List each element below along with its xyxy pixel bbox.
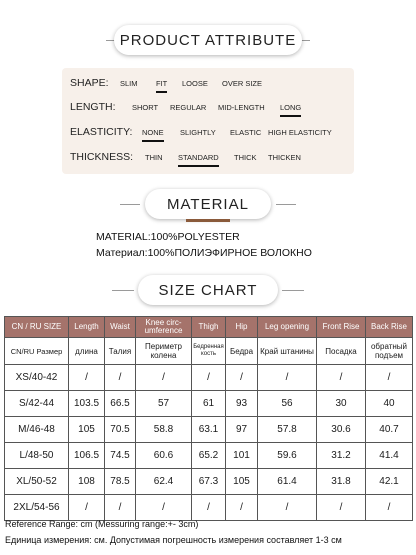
material-header: [0, 189, 416, 219]
material-line-en: MATERIAL:100%POLYESTER: [96, 231, 240, 243]
table-header-ru-cell: Периметр колена: [136, 338, 192, 365]
size-table: [4, 316, 413, 521]
table-header-ru-cell: Бедренная кость: [192, 338, 226, 365]
table-header-ru-cell: Посадка: [317, 338, 366, 365]
measurement-cell: /: [136, 365, 192, 391]
measurement-cell: 93: [226, 391, 258, 417]
measurement-cell: 103.5: [69, 391, 105, 417]
attr-row-shape: [70, 73, 350, 93]
table-header-ru-cell: длина: [69, 338, 105, 365]
attr-option: LOOSE: [182, 78, 208, 88]
table-header-cell: Length: [69, 317, 105, 338]
table-header-ru-cell: Край штанины: [258, 338, 317, 365]
size-cell: XS/40-42: [5, 365, 69, 391]
size-chart-title: SIZE CHART: [158, 281, 258, 299]
measurement-cell: 60.6: [136, 443, 192, 469]
measurement-cell: /: [192, 495, 226, 521]
table-row: [5, 365, 413, 391]
measurement-cell: /: [317, 495, 366, 521]
attr-option: SLIGHTLY: [180, 127, 216, 137]
attr-option: ELASTIC: [230, 127, 262, 137]
measurement-cell: /: [136, 495, 192, 521]
measurement-cell: /: [317, 365, 366, 391]
measurement-cell: 67.3: [192, 469, 226, 495]
measurement-cell: /: [366, 365, 413, 391]
attr-option: OVER SIZE: [222, 78, 263, 88]
attr-option: THICKEN: [268, 152, 301, 162]
section-title: [145, 189, 271, 219]
table-header-ru-cell: обратный подъем: [366, 338, 413, 365]
divider: [112, 290, 134, 291]
table-row: [5, 417, 413, 443]
measurement-cell: /: [69, 365, 105, 391]
measurement-cell: 78.5: [105, 469, 136, 495]
attr-option: THICK: [234, 152, 257, 162]
measurement-cell: 56: [258, 391, 317, 417]
measurement-cell: 70.5: [105, 417, 136, 443]
measurement-cell: 106.5: [69, 443, 105, 469]
measurement-cell: 40: [366, 391, 413, 417]
table-header-cell: Leg opening: [258, 317, 317, 338]
measurement-cell: 61: [192, 391, 226, 417]
measurement-cell: 105: [226, 469, 258, 495]
table-header-cell: Back Rise: [366, 317, 413, 338]
table-row: [5, 495, 413, 521]
measurement-cell: /: [366, 495, 413, 521]
table-row: [5, 391, 413, 417]
attr-option: MID-LENGTH: [218, 102, 265, 112]
size-table-body: [5, 365, 413, 521]
measurement-cell: /: [258, 495, 317, 521]
attr-option: SLIM: [120, 78, 138, 88]
measurement-cell: 63.1: [192, 417, 226, 443]
product-attribute-header: [0, 25, 416, 55]
measurement-cell: 57: [136, 391, 192, 417]
title-underline: [186, 219, 230, 222]
measurement-cell: 101: [226, 443, 258, 469]
attr-option-selected: LONG: [280, 102, 302, 112]
table-header-ru-cell: CN/RU Размер: [5, 338, 69, 365]
measurement-cell: 59.6: [258, 443, 317, 469]
measurement-cell: 31.8: [317, 469, 366, 495]
attr-label: LENGTH:: [70, 101, 116, 113]
measurement-cell: 31.2: [317, 443, 366, 469]
attr-option-selected: FIT: [156, 78, 168, 88]
attr-option-selected: NONE: [142, 127, 164, 137]
table-header-row: [5, 317, 413, 338]
measurement-cell: /: [226, 365, 258, 391]
measurement-cell: 41.4: [366, 443, 413, 469]
table-header-ru-cell: Бедра: [226, 338, 258, 365]
measurement-cell: /: [105, 365, 136, 391]
table-header-ru-row: [5, 338, 413, 365]
table-header-cell: Knee circ-umference: [136, 317, 192, 338]
section-title: [114, 25, 302, 55]
reference-range-en: Reference Range: cm (Messuring range:+- 3cm): [5, 519, 199, 529]
size-cell: L/48-50: [5, 443, 69, 469]
measurement-cell: 57.8: [258, 417, 317, 443]
measurement-cell: 62.4: [136, 469, 192, 495]
attr-label: ELASTICITY:: [70, 126, 133, 138]
attribute-panel: [62, 68, 354, 174]
measurement-cell: 30: [317, 391, 366, 417]
measurement-cell: /: [192, 365, 226, 391]
attr-option: HIGH ELASTICITY: [268, 127, 332, 137]
measurement-cell: 40.7: [366, 417, 413, 443]
size-cell: 2XL/54-56: [5, 495, 69, 521]
table-header-ru-cell: Талия: [105, 338, 136, 365]
section-title: [138, 275, 278, 305]
product-attribute-title: PRODUCT ATTRIBUTE: [119, 31, 297, 49]
size-chart-header: [0, 275, 416, 305]
attr-row-elasticity: [70, 122, 350, 142]
size-cell: S/42-44: [5, 391, 69, 417]
measurement-cell: /: [258, 365, 317, 391]
attr-label: SHAPE:: [70, 77, 109, 89]
divider: [282, 290, 304, 291]
measurement-cell: 97: [226, 417, 258, 443]
measurement-cell: 108: [69, 469, 105, 495]
size-cell: XL/50-52: [5, 469, 69, 495]
table-header-cell: Front Rise: [317, 317, 366, 338]
attr-option: SHORT: [132, 102, 159, 112]
reference-range-ru: Единица измерения: см. Допустимая погрешность измерения составляет 1-3 см: [5, 535, 342, 545]
measurement-cell: /: [226, 495, 258, 521]
measurement-cell: 105: [69, 417, 105, 443]
measurement-cell: 66.5: [105, 391, 136, 417]
measurement-cell: /: [69, 495, 105, 521]
table-header-cell: Waist: [105, 317, 136, 338]
attr-label: THICKNESS:: [70, 151, 134, 163]
measurement-cell: 58.8: [136, 417, 192, 443]
material-line-ru: Материал:100%ПОЛИЭФИРНОЕ ВОЛОКНО: [96, 247, 312, 259]
measurement-cell: 65.2: [192, 443, 226, 469]
table-header-cell: Hip: [226, 317, 258, 338]
measurement-cell: 74.5: [105, 443, 136, 469]
measurement-cell: /: [105, 495, 136, 521]
table-header-cell: CN / RU SIZE: [5, 317, 69, 338]
attr-option-selected: STANDARD: [178, 152, 219, 162]
divider: [276, 204, 296, 205]
attr-option: REGULAR: [170, 102, 207, 112]
table-header-cell: Thigh: [192, 317, 226, 338]
attr-option: THIN: [145, 152, 163, 162]
attr-row-thickness: [70, 147, 350, 167]
table-row: [5, 469, 413, 495]
attr-row-length: [70, 97, 350, 117]
divider: [120, 204, 140, 205]
material-title: MATERIAL: [167, 195, 249, 213]
measurement-cell: 61.4: [258, 469, 317, 495]
table-row: [5, 443, 413, 469]
measurement-cell: 30.6: [317, 417, 366, 443]
size-cell: M/46-48: [5, 417, 69, 443]
measurement-cell: 42.1: [366, 469, 413, 495]
